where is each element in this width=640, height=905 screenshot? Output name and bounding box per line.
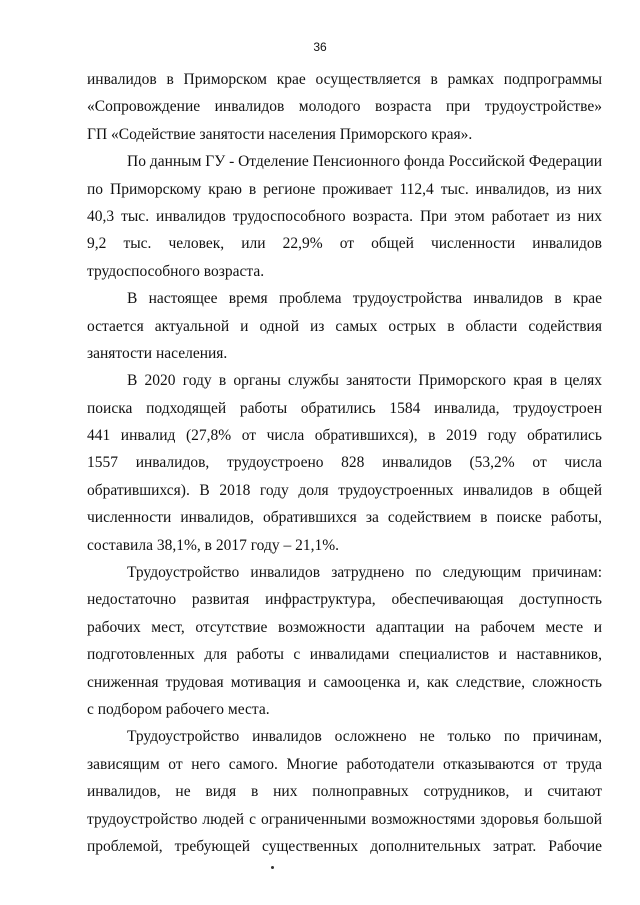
text-line: недостаточно развитая инфраструктура, обеспечивающая доступность — [87, 591, 602, 609]
page-number: 36 — [313, 40, 327, 54]
document-body — [87, 66, 602, 860]
text-line: трудоспособного возраста. — [87, 262, 265, 280]
text-line: подготовленных для работы с инвалидами специалистов и наставников, — [87, 646, 602, 664]
text-line: В 2020 году в органы службы занятости Приморского края в целях — [127, 372, 602, 390]
text-line: 40,3 тыс. инвалидов трудоспособного возраста. При этом работает из них — [87, 207, 602, 225]
text-line: численности инвалидов, обратившихся за содействием в поиске работы, — [87, 509, 602, 527]
text-line: 9,2 тыс. человек, или 22,9% от общей численности инвалидов — [87, 235, 602, 253]
text-line: рабочих мест, отсутствие возможности адаптации на рабочем месте и — [87, 618, 602, 636]
text-line: с подбором рабочего места. — [87, 700, 270, 718]
text-line: остается актуальной и одной из самых острых в области содействия — [87, 317, 602, 335]
text-line: составила 38,1%, в 2017 году – 21,1%. — [87, 536, 340, 554]
text-line: ГП «Содействие занятости населения Приморского края». — [87, 125, 473, 143]
text-line: 1557 инвалидов, трудоустроено 828 инвалидов (53,2% от числа — [87, 454, 602, 472]
text-line: инвалидов в Приморском крае осуществляется в рамках подпрограммы — [87, 71, 602, 88]
text-line: трудоустройство людей с ограниченными возможностями здоровья большой — [87, 810, 602, 828]
text-line: проблемой, требующей существенных дополнительных затрат. Рабочие — [87, 837, 602, 855]
text-line: зависящим от него самого. Многие работодатели отказываются от труда — [87, 755, 602, 773]
text-line: сниженная трудовая мотивация и самооценка и, как следствие, сложность — [87, 673, 602, 691]
text-line: инвалидов, не видя в них полноправных сотрудников, и считают — [87, 783, 602, 801]
text-line: Трудоустройство инвалидов затруднено по следующим причинам: — [127, 564, 602, 582]
text-line: В настоящее время проблема трудоустройства инвалидов в крае — [127, 290, 602, 308]
text-line: По данным ГУ - Отделение Пенсионного фонда Российской Федерации — [127, 153, 603, 171]
text-line: обратившихся). В 2018 году доля трудоустроенных инвалидов в общей — [87, 481, 602, 499]
text-line: «Сопровождение инвалидов молодого возраста при трудоустройстве» — [87, 98, 602, 116]
text-line: 441 инвалид (27,8% от числа обратившихся), в 2019 году обратились — [87, 427, 602, 445]
scan-dot — [271, 866, 274, 869]
text-line: занятости населения. — [87, 344, 228, 362]
text-line: Трудоустройство инвалидов осложнено не только по причинам, — [127, 728, 602, 746]
text-line: по Приморскому краю в регионе проживает 112,4 тыс. инвалидов, из них — [87, 180, 602, 198]
text-line: поиска подходящей работы обратились 1584 инвалида, трудоустроен — [87, 399, 602, 417]
